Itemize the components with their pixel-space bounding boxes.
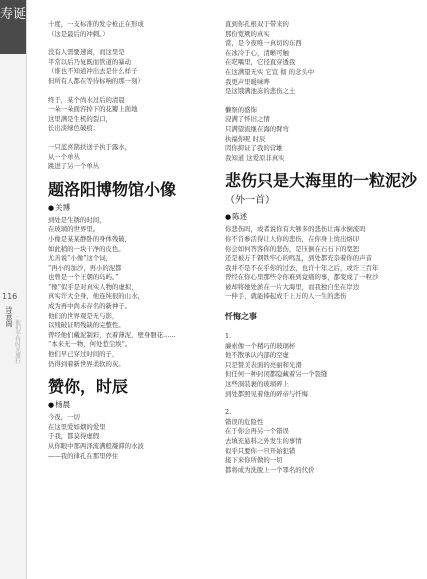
page-number: 116	[2, 292, 18, 301]
poem-title: 题洛阳博物馆小像	[48, 179, 177, 199]
text-line: （这是最后的冲刺。）	[48, 29, 109, 38]
right-column	[225, 20, 418, 475]
text-line: 我更声里暖味哗	[225, 77, 270, 86]
section-subtitle: · 他们手持时光旅行	[14, 316, 20, 364]
text-line: 只是赞美表面的亮丽和光滑	[225, 360, 302, 369]
text-line: 似乎只要你一旦开始犯错	[225, 446, 296, 455]
text-line: 仍得到着新世界柔软的灰。	[48, 359, 125, 368]
poem-subtitle: （外一首）	[225, 195, 275, 207]
text-line: 但所有人都在等待标响的那一刻）	[48, 76, 144, 85]
text-line: 懒祭的盛饰	[225, 105, 257, 114]
poem-body	[225, 225, 410, 302]
text-line: “再小的加沙，再小的泥都	[48, 263, 122, 272]
text-line: （谁也不知道冲出去是什么样子	[48, 67, 138, 76]
text-line: 接下来你所做的一切	[225, 456, 283, 465]
text-line: 你会如何答客你的悲伤，是压倒在石石下的宽恕	[225, 244, 360, 253]
text-line: 在呓喁里，它径直穿透我	[225, 58, 296, 67]
text-line: 在冰冷于心，清晰可触	[225, 48, 289, 57]
intro-stanza	[48, 143, 218, 172]
text-line: 我并不是不在乎你的过去，也许十年之后，或许三百年	[225, 263, 379, 272]
author-name: ● 杨晨	[48, 400, 218, 410]
text-line: 从你眼中那两泽流满般凝滞的水波	[48, 442, 144, 450]
stanza-number: 1.	[225, 332, 232, 341]
poem-title: 悲伤只是大海里的一粒泥沙	[225, 171, 418, 191]
poem-body	[48, 216, 218, 370]
text-line: 今夜，一切	[48, 413, 80, 422]
text-line: 被却将她处淤在一片大海里，而我独自坐在岸边	[225, 282, 360, 291]
text-line: 终于，某个尚水过后的清晨	[48, 95, 125, 104]
text-line: 真实许大全身，他连纯很的山水，	[48, 292, 144, 301]
text-line: 错误的危险性	[225, 417, 264, 426]
text-line: 在这满望无实 它宣 彻 的念头中	[225, 67, 315, 76]
text-line: 在玻璃的世界里。	[48, 225, 100, 234]
text-line: 十度，一支标准的发令枪正在形成	[48, 20, 144, 28]
text-line: 没有人需要速离，而这里是	[48, 48, 125, 57]
text-line: 从一个单丛	[48, 152, 80, 161]
text-line: 曾经在你心里那些令你难到竟痛的事，都变成了一粒沙	[225, 273, 379, 282]
text-line: 直到你孔根双于带来的	[225, 20, 289, 28]
author-name: ● 陈述	[225, 212, 410, 222]
text-line: 成为再中尚未存名的新神子。	[48, 302, 132, 311]
text-line: “像”似乎是对真实人物的虚拟，	[48, 282, 138, 291]
poem-stanza	[225, 20, 410, 97]
left-column	[48, 20, 218, 461]
text-line: 如此稍的一块干净的皮色。	[48, 244, 125, 253]
text-line: 你不肯参活得让人你的悲伤，在你身上烫出烙印	[225, 234, 360, 243]
text-line: 只满望流继在海的臂弯	[225, 124, 289, 133]
magazine-logo: 寿诞	[0, 0, 26, 54]
text-line: 那份宽厥的真实	[225, 29, 270, 38]
text-line: 尤善说“小像”这个词，	[48, 254, 113, 263]
poem-stanza	[225, 106, 410, 164]
text-line: 跳进了另一个单丛	[48, 162, 100, 171]
text-line: 执福你呢 时辰	[225, 134, 266, 143]
author-name: ● 关博	[48, 203, 218, 213]
text-line: 當，是今夜唯一真切的东西	[225, 39, 302, 48]
poem-body	[48, 413, 218, 461]
text-line: 浸满了怀旧之情	[225, 115, 270, 124]
text-line: 这里满是生机的裂口，	[48, 114, 112, 123]
text-line: 是这饿满池冻的悲伤之土	[225, 87, 296, 96]
text-line: 以残破证明残缺的完整性。	[48, 321, 125, 330]
intro-stanza	[48, 48, 218, 86]
text-line: 一伸手，就能捧起成千上万的人一生的悲伤	[225, 292, 347, 301]
text-line: 都将成为洗脱上一个罪名的代价	[225, 465, 315, 474]
text-line: “本来无一物，何处惹尘埃”。	[48, 340, 132, 349]
text-line: 在这里爱如烟的爱里	[48, 422, 106, 431]
text-line: 他们早已穿过时间的子，	[48, 350, 119, 359]
text-line: 你悲伤吗，或者说你有大够多的悲伤让海水倒流吗	[225, 225, 366, 234]
text-line: 小像是某某静卧的身体残破，	[48, 234, 132, 243]
text-line: 他不散承认内部的空虚	[225, 351, 289, 360]
text-line: 因你抑证了我的营雄	[225, 144, 283, 153]
text-line: ——我的律孔在那里停住	[48, 451, 119, 460]
text-line: 也曾是一个王朝的岛屿。”	[48, 273, 119, 282]
intro-stanza	[48, 20, 218, 39]
subsection-title: 忏悔之事	[225, 312, 257, 322]
text-line: 他们的世界观是无与影，	[48, 311, 119, 320]
section-label: 诗意阁	[5, 306, 13, 327]
text-line: 到处是生锈的时间，	[48, 215, 106, 224]
text-line: 一只蓝喜鹊扶送子执于露水，	[48, 142, 132, 151]
numbered-stanza	[225, 332, 410, 399]
text-line: 在于你会再另一个错误	[225, 427, 289, 436]
stanza-number: 2.	[225, 408, 232, 417]
text-line: 平常以后乃复既而管道的暴动	[48, 57, 132, 66]
text-line: 还是被万千钢铁牢心的鸣乱，到处都充杂着你的声音	[225, 254, 372, 263]
text-line: 这些洞装裹的玻璃碎上	[225, 380, 289, 389]
text-line: 长出淡绿色破痕：	[48, 124, 100, 133]
text-line: 于我，都莫得虚假	[48, 432, 100, 441]
poem-title: 赞你，时辰	[48, 377, 129, 397]
text-line: 廉索像一个精巧的玻璃杯	[225, 341, 296, 350]
text-line: 我知道 这爱原非真实	[225, 153, 285, 162]
numbered-stanza	[225, 408, 410, 475]
text-line: 去填充悬料之外发生的事情	[225, 437, 302, 445]
text-line: 但任何一种封闭都隐藏着另一个裂缝	[225, 370, 328, 379]
text-line: 一朵一朵面容掉下的花瓣上面地	[48, 105, 138, 114]
text-line: 到处都照见着他的碎帝与忏悔	[225, 389, 309, 398]
sidebar	[0, 0, 27, 579]
intro-stanza	[48, 96, 218, 134]
text-line: 曾经他们戴泥制彩，衣着薄泥，壁身磐花……	[48, 330, 176, 339]
